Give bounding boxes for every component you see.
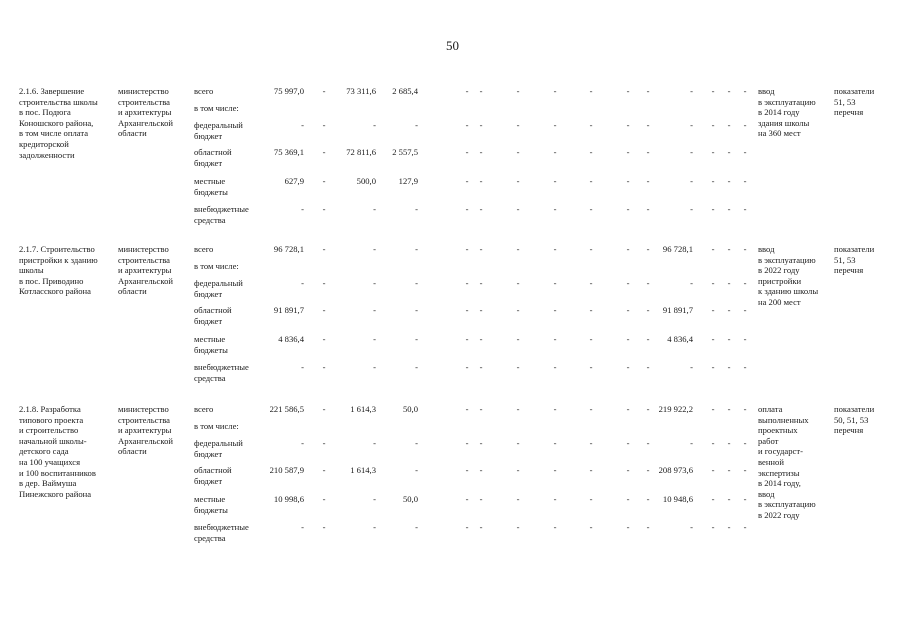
value-2015: - [415, 522, 418, 532]
empty-cell-dash: - [479, 244, 483, 254]
empty-cell-dash: - [589, 244, 593, 254]
empty-cell-dash: - [322, 465, 326, 475]
value-2014: - [373, 438, 376, 448]
value-2015: 50,0 [402, 494, 418, 504]
empty-cell-dash: - [626, 334, 630, 344]
value-2015: - [415, 278, 418, 288]
empty-cell-dash: - [553, 465, 557, 475]
funding-source-label: в том числе: [194, 261, 239, 271]
value-2014: - [373, 204, 376, 214]
empty-cell-dash: - [322, 305, 326, 315]
empty-cell-dash: - [465, 204, 469, 214]
empty-cell-dash: - [479, 86, 483, 96]
item-executor: министерство строительства и архитектуры Архангельской области [118, 404, 173, 457]
empty-cell-dash: - [711, 86, 715, 96]
empty-cell-dash: - [465, 147, 469, 157]
empty-cell-dash: - [727, 404, 731, 414]
empty-cell-dash: - [743, 305, 747, 315]
value-2022: 96 728,1 [662, 244, 693, 254]
empty-cell-dash: - [727, 147, 731, 157]
funding-source-label: федеральный бюджет [194, 438, 243, 459]
empty-cell-dash: - [553, 334, 557, 344]
empty-cell-dash: - [646, 494, 650, 504]
empty-cell-dash: - [646, 176, 650, 186]
empty-cell-dash: - [465, 404, 469, 414]
total-value: 96 728,1 [273, 244, 304, 254]
funding-source-label: всего [194, 244, 214, 254]
empty-cell-dash: - [479, 522, 483, 532]
empty-cell-dash: - [711, 404, 715, 414]
empty-cell-dash: - [727, 362, 731, 372]
empty-cell-dash: - [516, 494, 520, 504]
page-number: 50 [446, 38, 459, 53]
value-2015: 127,9 [398, 176, 418, 186]
empty-cell-dash: - [322, 244, 326, 254]
empty-cell-dash: - [465, 465, 469, 475]
empty-cell-dash: - [626, 176, 630, 186]
empty-cell-dash: - [743, 120, 747, 130]
funding-source-label: областной бюджет [194, 305, 232, 326]
empty-cell-dash: - [711, 362, 715, 372]
item-result: ввод в эксплуатацию в 2022 году пристройки к зданию школы на 200 мест [758, 244, 819, 307]
empty-cell-dash: - [646, 120, 650, 130]
empty-cell-dash: - [711, 494, 715, 504]
empty-cell-dash: - [516, 305, 520, 315]
empty-cell-dash: - [479, 494, 483, 504]
empty-cell-dash: - [479, 204, 483, 214]
empty-cell-dash: - [322, 334, 326, 344]
value-2022: 4 836,4 [667, 334, 693, 344]
value-2014: - [373, 522, 376, 532]
empty-cell-dash: - [322, 494, 326, 504]
total-value: 75 997,0 [273, 86, 304, 96]
funding-source-label: областной бюджет [194, 147, 232, 168]
empty-cell-dash: - [646, 244, 650, 254]
value-2014: 73 311,6 [346, 86, 376, 96]
empty-cell-dash: - [626, 494, 630, 504]
empty-cell-dash: - [553, 244, 557, 254]
empty-cell-dash: - [626, 204, 630, 214]
funding-source-label: местные бюджеты [194, 334, 228, 355]
empty-cell-dash: - [589, 334, 593, 344]
empty-cell-dash: - [727, 334, 731, 344]
empty-cell-dash: - [322, 438, 326, 448]
funding-source-label: местные бюджеты [194, 494, 228, 515]
empty-cell-dash: - [553, 522, 557, 532]
value-2015: - [415, 305, 418, 315]
empty-cell-dash: - [553, 176, 557, 186]
empty-cell-dash: - [322, 176, 326, 186]
empty-cell-dash: - [516, 334, 520, 344]
empty-cell-dash: - [711, 465, 715, 475]
item-result: ввод в эксплуатацию в 2014 году здания школы на 360 мест [758, 86, 816, 139]
empty-cell-dash: - [646, 438, 650, 448]
item-executor: министерство строительства и архитектуры Архангельской области [118, 86, 173, 139]
empty-cell-dash: - [743, 522, 747, 532]
value-2015: - [415, 362, 418, 372]
empty-cell-dash: - [711, 204, 715, 214]
empty-cell-dash: - [516, 244, 520, 254]
value-2014: 72 811,6 [346, 147, 376, 157]
empty-cell-dash: - [626, 120, 630, 130]
empty-cell-dash: - [711, 147, 715, 157]
total-value: 4 836,4 [278, 334, 304, 344]
funding-source-label: в том числе: [194, 103, 239, 113]
empty-cell-dash: - [646, 334, 650, 344]
empty-cell-dash: - [322, 278, 326, 288]
funding-source-label: федеральный бюджет [194, 278, 243, 299]
item-result: оплата выполненных проектных работ и государст- венной экспертизы в 2014 году, ввод в эксплуатацию в 2022 году [758, 404, 816, 520]
empty-cell-dash: - [646, 404, 650, 414]
value-2015: 2 685,4 [392, 86, 418, 96]
empty-cell-dash: - [553, 147, 557, 157]
item-title: 2.1.7. Строительство пристройки к зданию школы в пос. Приводино Котласского района [19, 244, 98, 297]
value-2014: - [373, 244, 376, 254]
empty-cell-dash: - [743, 86, 747, 96]
empty-cell-dash: - [479, 176, 483, 186]
empty-cell-dash: - [322, 120, 326, 130]
value-2014: 1 614,3 [350, 465, 376, 475]
empty-cell-dash: - [626, 465, 630, 475]
empty-cell-dash: - [589, 204, 593, 214]
empty-cell-dash: - [626, 362, 630, 372]
empty-cell-dash: - [743, 494, 747, 504]
empty-cell-dash: - [479, 147, 483, 157]
empty-cell-dash: - [646, 147, 650, 157]
value-2015: - [415, 465, 418, 475]
item-indicators: показатели 51, 53 перечня [834, 244, 875, 276]
empty-cell-dash: - [465, 244, 469, 254]
empty-cell-dash: - [465, 86, 469, 96]
empty-cell-dash: - [465, 438, 469, 448]
empty-cell-dash: - [646, 86, 650, 96]
value-2022: 91 891,7 [662, 305, 693, 315]
empty-cell-dash: - [727, 204, 731, 214]
empty-cell-dash: - [322, 147, 326, 157]
empty-cell-dash: - [553, 438, 557, 448]
value-2022: 10 948,6 [662, 494, 693, 504]
value-2014: - [373, 362, 376, 372]
empty-cell-dash: - [646, 204, 650, 214]
empty-cell-dash: - [322, 522, 326, 532]
empty-cell-dash: - [479, 404, 483, 414]
empty-cell-dash: - [516, 438, 520, 448]
empty-cell-dash: - [516, 522, 520, 532]
total-value: 221 586,5 [269, 404, 304, 414]
value-2014: - [373, 120, 376, 130]
empty-cell-dash: - [626, 278, 630, 288]
empty-cell-dash: - [553, 204, 557, 214]
empty-cell-dash: - [743, 278, 747, 288]
empty-cell-dash: - [727, 494, 731, 504]
empty-cell-dash: - [711, 305, 715, 315]
funding-source-label: областной бюджет [194, 465, 232, 486]
empty-cell-dash: - [646, 305, 650, 315]
empty-cell-dash: - [646, 278, 650, 288]
empty-cell-dash: - [711, 522, 715, 532]
value-2022: - [690, 120, 693, 130]
empty-cell-dash: - [589, 362, 593, 372]
total-value: - [301, 120, 304, 130]
empty-cell-dash: - [479, 438, 483, 448]
empty-cell-dash: - [626, 305, 630, 315]
total-value: 10 998,6 [273, 494, 304, 504]
funding-source-label: внебюджетные средства [194, 204, 249, 225]
funding-source-label: внебюджетные средства [194, 522, 249, 543]
value-2022: - [690, 204, 693, 214]
value-2022: - [690, 362, 693, 372]
empty-cell-dash: - [516, 176, 520, 186]
empty-cell-dash: - [589, 494, 593, 504]
empty-cell-dash: - [727, 438, 731, 448]
empty-cell-dash: - [465, 362, 469, 372]
total-value: 91 891,7 [273, 305, 304, 315]
total-value: - [301, 278, 304, 288]
empty-cell-dash: - [465, 334, 469, 344]
funding-source-label: внебюджетные средства [194, 362, 249, 383]
funding-source-label: в том числе: [194, 421, 239, 431]
value-2014: - [373, 334, 376, 344]
empty-cell-dash: - [589, 438, 593, 448]
empty-cell-dash: - [465, 494, 469, 504]
empty-cell-dash: - [516, 147, 520, 157]
value-2014: - [373, 494, 376, 504]
empty-cell-dash: - [553, 362, 557, 372]
total-value: - [301, 522, 304, 532]
empty-cell-dash: - [589, 176, 593, 186]
empty-cell-dash: - [553, 305, 557, 315]
value-2014: 1 614,3 [350, 404, 376, 414]
empty-cell-dash: - [322, 362, 326, 372]
empty-cell-dash: - [743, 404, 747, 414]
total-value: - [301, 438, 304, 448]
funding-source-label: местные бюджеты [194, 176, 228, 197]
item-title: 2.1.8. Разработка типового проекта и строительство начальной школы- детского сада на 100 учащихся и 100 воспитанников в дер. Ваймуша Пинежского района [19, 404, 96, 499]
empty-cell-dash: - [646, 362, 650, 372]
empty-cell-dash: - [626, 147, 630, 157]
value-2015: - [415, 334, 418, 344]
empty-cell-dash: - [711, 176, 715, 186]
empty-cell-dash: - [322, 204, 326, 214]
value-2022: - [690, 147, 693, 157]
empty-cell-dash: - [711, 334, 715, 344]
empty-cell-dash: - [743, 362, 747, 372]
funding-source-label: всего [194, 86, 214, 96]
empty-cell-dash: - [727, 176, 731, 186]
value-2022: - [690, 176, 693, 186]
empty-cell-dash: - [479, 278, 483, 288]
empty-cell-dash: - [646, 465, 650, 475]
empty-cell-dash: - [743, 204, 747, 214]
total-value: 75 369,1 [273, 147, 304, 157]
empty-cell-dash: - [626, 244, 630, 254]
empty-cell-dash: - [516, 204, 520, 214]
empty-cell-dash: - [589, 278, 593, 288]
value-2022: 208 973,6 [658, 465, 693, 475]
empty-cell-dash: - [711, 120, 715, 130]
empty-cell-dash: - [322, 404, 326, 414]
empty-cell-dash: - [553, 120, 557, 130]
value-2015: - [415, 244, 418, 254]
value-2022: - [690, 278, 693, 288]
empty-cell-dash: - [465, 278, 469, 288]
item-indicators: показатели 50, 51, 53 перечня [834, 404, 875, 436]
empty-cell-dash: - [479, 334, 483, 344]
empty-cell-dash: - [516, 120, 520, 130]
empty-cell-dash: - [322, 86, 326, 96]
item-executor: министерство строительства и архитектуры Архангельской области [118, 244, 173, 297]
value-2015: - [415, 120, 418, 130]
empty-cell-dash: - [589, 120, 593, 130]
empty-cell-dash: - [727, 305, 731, 315]
value-2015: 2 557,5 [392, 147, 418, 157]
empty-cell-dash: - [553, 86, 557, 96]
value-2015: - [415, 204, 418, 214]
empty-cell-dash: - [589, 404, 593, 414]
empty-cell-dash: - [589, 305, 593, 315]
value-2022: 219 922,2 [658, 404, 693, 414]
empty-cell-dash: - [589, 147, 593, 157]
value-2022: - [690, 438, 693, 448]
empty-cell-dash: - [743, 334, 747, 344]
empty-cell-dash: - [479, 362, 483, 372]
empty-cell-dash: - [465, 120, 469, 130]
empty-cell-dash: - [516, 362, 520, 372]
empty-cell-dash: - [743, 147, 747, 157]
empty-cell-dash: - [516, 404, 520, 414]
empty-cell-dash: - [479, 305, 483, 315]
total-value: 210 587,9 [269, 465, 304, 475]
empty-cell-dash: - [626, 522, 630, 532]
empty-cell-dash: - [626, 404, 630, 414]
total-value: - [301, 204, 304, 214]
empty-cell-dash: - [711, 438, 715, 448]
empty-cell-dash: - [711, 278, 715, 288]
empty-cell-dash: - [516, 465, 520, 475]
empty-cell-dash: - [465, 522, 469, 532]
empty-cell-dash: - [516, 86, 520, 96]
empty-cell-dash: - [727, 120, 731, 130]
empty-cell-dash: - [553, 494, 557, 504]
value-2014: - [373, 305, 376, 315]
empty-cell-dash: - [479, 120, 483, 130]
funding-source-label: всего [194, 404, 214, 414]
empty-cell-dash: - [646, 522, 650, 532]
value-2014: 500,0 [356, 176, 376, 186]
empty-cell-dash: - [727, 86, 731, 96]
empty-cell-dash: - [465, 305, 469, 315]
empty-cell-dash: - [626, 438, 630, 448]
empty-cell-dash: - [743, 244, 747, 254]
empty-cell-dash: - [743, 465, 747, 475]
empty-cell-dash: - [589, 86, 593, 96]
value-2014: - [373, 278, 376, 288]
empty-cell-dash: - [589, 465, 593, 475]
empty-cell-dash: - [727, 465, 731, 475]
total-value: - [301, 362, 304, 372]
empty-cell-dash: - [589, 522, 593, 532]
empty-cell-dash: - [743, 176, 747, 186]
empty-cell-dash: - [479, 465, 483, 475]
item-indicators: показатели 51, 53 перечня [834, 86, 875, 118]
empty-cell-dash: - [553, 404, 557, 414]
empty-cell-dash: - [727, 278, 731, 288]
funding-source-label: федеральный бюджет [194, 120, 243, 141]
empty-cell-dash: - [516, 278, 520, 288]
item-title: 2.1.6. Завершение строительства школы в пос. Подюга Коношского района, в том числе оплата кредиторской задолженности [19, 86, 98, 160]
empty-cell-dash: - [553, 278, 557, 288]
empty-cell-dash: - [626, 86, 630, 96]
value-2022: - [690, 522, 693, 532]
value-2015: 50,0 [402, 404, 418, 414]
empty-cell-dash: - [743, 438, 747, 448]
empty-cell-dash: - [465, 176, 469, 186]
total-value: 627,9 [284, 176, 304, 186]
value-2015: - [415, 438, 418, 448]
empty-cell-dash: - [727, 522, 731, 532]
empty-cell-dash: - [727, 244, 731, 254]
value-2022: - [690, 86, 693, 96]
empty-cell-dash: - [711, 244, 715, 254]
